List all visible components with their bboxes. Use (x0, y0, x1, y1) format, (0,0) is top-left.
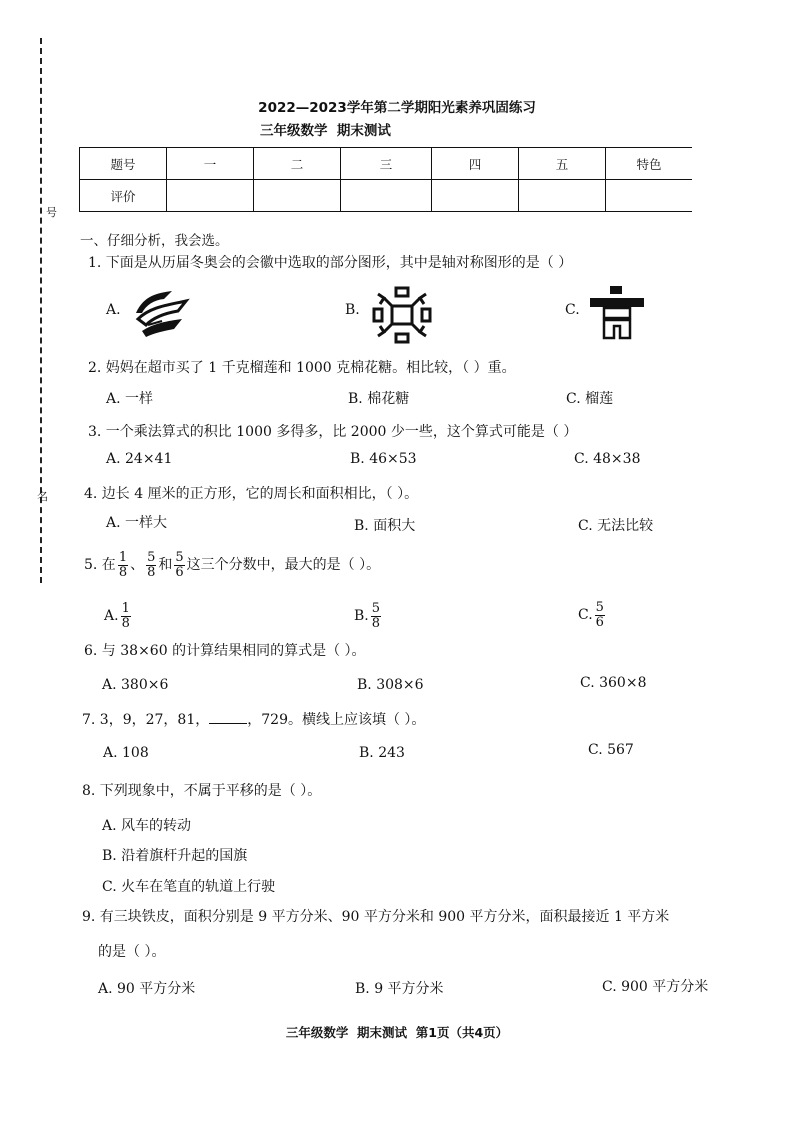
score-input-cell[interactable] (341, 180, 432, 212)
q8-option-b[interactable]: B. 沿着旗杆升起的国旗 (102, 848, 248, 864)
question-9-stem-line2: 的是（ ）。 (98, 944, 166, 960)
q9-option-c[interactable]: C. 900 平方分米 (602, 979, 709, 995)
question-3-stem: 3. 一个乘法算式的积比 1000 多得多，比 2000 少一些，这个算式可能是（ ） (88, 424, 578, 440)
q7-answer-blank[interactable] (209, 723, 247, 724)
q3-option-b[interactable]: B. 46×53 (350, 451, 417, 467)
q5-option-c[interactable]: C. $\frac{5}{6}$ (578, 600, 604, 630)
q7-option-c[interactable]: C. 567 (588, 742, 634, 758)
q2-option-b[interactable]: B. 棉花糖 (348, 391, 410, 407)
score-input-cell[interactable] (606, 180, 693, 212)
score-table-header-row (80, 148, 693, 180)
q5-option-b[interactable]: B. $\frac{5}{8}$ (354, 601, 381, 631)
q5-fraction-3: $\frac{5}{6}$ (175, 550, 184, 580)
question-5-stem: 5. 在 $\frac{1}{8}$ 、 $\frac{5}{8}$ 和 $\frac{5}{6}$ 这三个分数中，最大的是（ ）。 (84, 550, 381, 580)
q1-option-b[interactable]: B. (345, 302, 360, 318)
q7-option-b[interactable]: B. 243 (359, 745, 405, 761)
question-7-stem: 7. 3，9，27，81， ，729。横线上应该填（ ）。 (82, 712, 426, 728)
margin-mark-2: 名 (37, 490, 48, 503)
score-cell: 题号 (80, 148, 167, 180)
section-title: 一、仔细分析，我会选。 (80, 233, 229, 249)
emblem-b-icon (370, 284, 434, 346)
score-input-cell[interactable] (432, 180, 519, 212)
score-cell: 一 (167, 148, 254, 180)
score-input-cell[interactable] (254, 180, 341, 212)
score-cell: 二 (254, 148, 341, 180)
question-6-stem: 6. 与 38×60 的计算结果相同的算式是（ ）。 (84, 643, 366, 659)
emblem-a-icon (128, 285, 190, 341)
q6-option-b[interactable]: B. 308×6 (357, 677, 424, 693)
q1-option-a[interactable]: A. (106, 302, 121, 318)
q4-option-b[interactable]: B. 面积大 (354, 518, 416, 534)
q2-option-a[interactable]: A. 一样 (106, 391, 154, 407)
exam-title: 2022—2023学年第二学期阳光素养巩固练习 (258, 100, 536, 116)
question-2-stem: 2. 妈妈在超市买了 1 千克榴莲和 1000 克棉花糖。相比较，（ ）重。 (88, 360, 516, 376)
question-9-stem-line1: 9. 有三块铁皮，面积分别是 9 平方分米、90 平方分米和 900 平方分米，面积最接近 1 平方米 (82, 909, 670, 925)
emblem-c-icon (588, 286, 646, 342)
q6-option-a[interactable]: A. 380×6 (102, 677, 169, 693)
score-input-cell[interactable] (167, 180, 254, 212)
q3-option-c[interactable]: C. 48×38 (574, 451, 641, 467)
score-cell-label: 评价 (80, 180, 167, 212)
q6-option-c[interactable]: C. 360×8 (580, 675, 647, 691)
q5-stem-post: 这三个分数中，最大的是（ ）。 (186, 557, 381, 574)
q8-option-c[interactable]: C. 火车在笔直的轨道上行驶 (102, 879, 276, 895)
score-table (79, 147, 692, 212)
q4-option-a[interactable]: A. 一样大 (106, 515, 168, 531)
score-cell: 五 (519, 148, 606, 180)
page-footer: 三年级数学 期末测试 第1页（共4页） (285, 1025, 509, 1040)
q8-option-a[interactable]: A. 风车的转动 (102, 818, 192, 834)
q5-fraction-2: $\frac{5}{8}$ (147, 550, 156, 580)
q1-option-c[interactable]: C. (565, 302, 580, 318)
question-1-stem: 1. 下面是从历届冬奥会的会徽中选取的部分图形，其中是轴对称图形的是（ ） (88, 255, 573, 271)
exam-subtitle: 三年级数学 期末测试 (260, 123, 391, 139)
score-cell: 四 (432, 148, 519, 180)
q3-option-a[interactable]: A. 24×41 (106, 451, 173, 467)
score-input-cell[interactable] (519, 180, 606, 212)
q9-option-b[interactable]: B. 9 平方分米 (355, 981, 444, 997)
q5-fraction-1: $\frac{1}{8}$ (118, 550, 128, 580)
q2-option-c[interactable]: C. 榴莲 (566, 391, 614, 407)
question-4-stem: 4. 边长 4 厘米的正方形，它的周长和面积相比，（ ）。 (84, 486, 419, 502)
question-8-stem: 8. 下列现象中，不属于平移的是（ ）。 (82, 783, 322, 799)
q5-option-a[interactable]: A. $\frac{1}{8}$ (104, 601, 130, 631)
q5-stem-pre: 5. 在 (84, 557, 116, 574)
q4-option-c[interactable]: C. 无法比较 (578, 518, 654, 534)
q9-option-a[interactable]: A. 90 平方分米 (98, 981, 196, 997)
score-cell: 特色 (606, 148, 693, 180)
q7-option-a[interactable]: A. 108 (103, 745, 149, 761)
score-cell: 三 (341, 148, 432, 180)
margin-mark-1: 号 (46, 206, 57, 219)
score-table-eval-row (80, 180, 693, 212)
